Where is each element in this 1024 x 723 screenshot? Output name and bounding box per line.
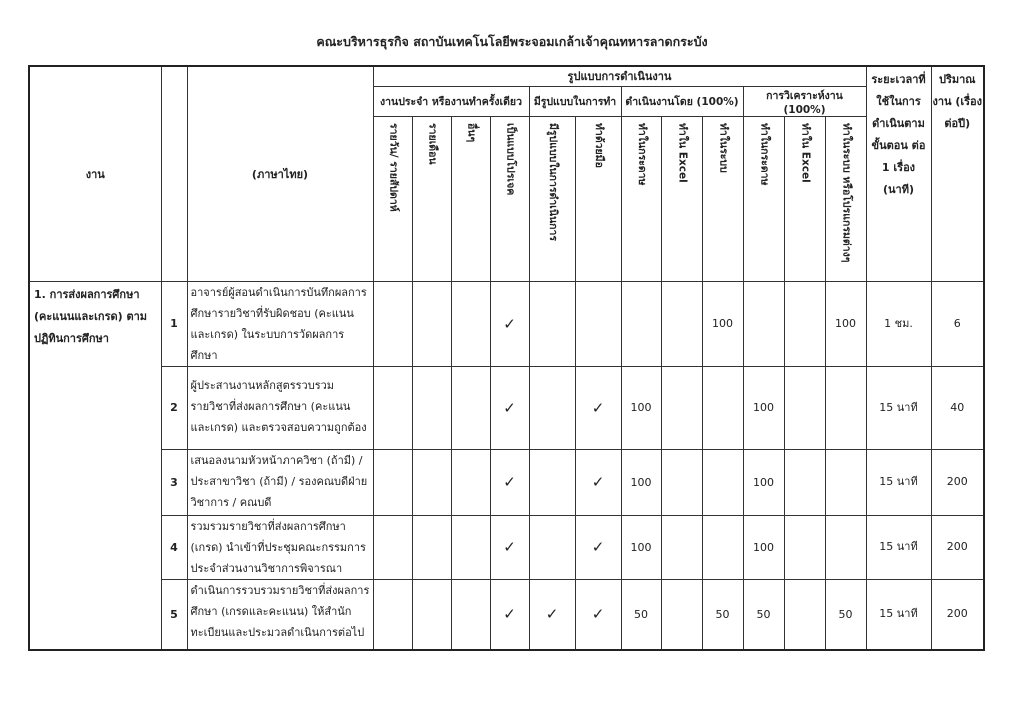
sub-header: ทำด้วยมือ <box>575 116 621 281</box>
volume-cell: 200 <box>931 515 984 579</box>
check-cell <box>529 515 575 579</box>
check-cell: ✓ <box>575 366 621 449</box>
header-volume: ปริมาณงาน (เรื่องต่อปี) <box>931 66 984 281</box>
sub-header: รายเดือน <box>412 116 451 281</box>
percent-cell: 100 <box>702 281 743 366</box>
sub-header: ทำใน Excel <box>784 116 825 281</box>
volume-cell: 40 <box>931 366 984 449</box>
group-pattern: มีรูปแบบในการทำ <box>529 86 621 116</box>
percent-cell <box>661 366 702 449</box>
percent-cell <box>825 366 866 449</box>
percent-cell <box>784 579 825 650</box>
time-cell: 1 ชม. <box>866 281 931 366</box>
percent-cell <box>661 515 702 579</box>
group-routine: งานประจำ หรืองานทำครั้งเดียว <box>373 86 529 116</box>
percent-cell <box>702 449 743 515</box>
percent-cell <box>825 449 866 515</box>
cell <box>412 281 451 366</box>
volume-cell: 200 <box>931 579 984 650</box>
cell <box>412 449 451 515</box>
check-cell: ✓ <box>575 579 621 650</box>
percent-cell: 50 <box>825 579 866 650</box>
table-row <box>29 449 984 515</box>
check-cell: ✓ <box>490 579 529 650</box>
row-number: 3 <box>161 449 187 515</box>
time-cell: 15 นาที <box>866 579 931 650</box>
check-cell: ✓ <box>490 449 529 515</box>
check-cell: ✓ <box>490 281 529 366</box>
percent-cell <box>784 515 825 579</box>
check-cell <box>529 449 575 515</box>
percent-cell <box>784 449 825 515</box>
sub-header: ทำในระบบ <box>702 116 743 281</box>
time-cell: 15 นาที <box>866 449 931 515</box>
percent-cell: 100 <box>743 449 784 515</box>
header-thai: (ภาษาไทย) <box>187 66 373 281</box>
row-number: 5 <box>161 579 187 650</box>
row-description: อาจารย์ผู้สอนดำเนินการบันทึกผลการศึกษารายวิชาที่รับผิดชอบ (คะแนนและเกรด) ในระบบการวัดผลการศึกษา <box>187 281 373 366</box>
percent-cell <box>661 281 702 366</box>
cell <box>373 281 412 366</box>
percent-cell: 50 <box>743 579 784 650</box>
cell <box>451 579 490 650</box>
time-cell: 15 นาที <box>866 515 931 579</box>
sub-header: มีรูปแบบในการดำเนินการ <box>529 116 575 281</box>
percent-cell <box>621 281 661 366</box>
cell <box>373 449 412 515</box>
row-number: 1 <box>161 281 187 366</box>
percent-cell <box>661 579 702 650</box>
group-operation: ดำเนินงานโดย (100%) <box>621 86 743 116</box>
table-row <box>29 281 984 366</box>
percent-cell: 50 <box>621 579 661 650</box>
sub-header: ทำในระบบ หรือโปรแกรมต่างๆ <box>825 116 866 281</box>
percent-cell: 100 <box>825 281 866 366</box>
check-cell: ✓ <box>529 579 575 650</box>
row-description: รวมรวมรายวิชาที่ส่งผลการศึกษา (เกรด) นำเข้าที่ประชุมคณะกรรมการประจำส่วนงานวิชาการพิจารณา <box>187 515 373 579</box>
percent-cell <box>784 281 825 366</box>
cell <box>373 515 412 579</box>
check-cell: ✓ <box>490 366 529 449</box>
cell <box>373 366 412 449</box>
check-cell <box>529 366 575 449</box>
row-description: เสนอลงนามหัวหน้าภาควิชา (ถ้ามี) / ประสาขาวิชา (ถ้ามี) / รองคณบดีฝ่ายวิชาการ / คณบดี <box>187 449 373 515</box>
sub-header: ทำในกระดาษ <box>743 116 784 281</box>
table-row <box>29 515 984 579</box>
percent-cell: 100 <box>621 515 661 579</box>
percent-cell <box>661 449 702 515</box>
row-description: ผู้ประสานงานหลักสูตรรวบรวมรายวิชาที่ส่งผลการศึกษา (คะแนนและเกรด) และตรวจสอบความถูกต้อง <box>187 366 373 449</box>
cell <box>412 366 451 449</box>
percent-cell: 100 <box>621 449 661 515</box>
row-description: ดำเนินการรวบรวมรายวิชาที่ส่งผลการศึกษา (เกรดและคะแนน) ให้สำนักทะเบียนและประมวลดำเนินการต่อไป <box>187 579 373 650</box>
header-work: งาน <box>29 66 161 281</box>
percent-cell: 50 <box>702 579 743 650</box>
header-format: รูปแบบการดำเนินงาน <box>373 66 866 86</box>
table-row <box>29 579 984 650</box>
percent-cell: 100 <box>743 366 784 449</box>
check-cell <box>529 281 575 366</box>
cell <box>412 515 451 579</box>
row-number: 4 <box>161 515 187 579</box>
percent-cell <box>743 281 784 366</box>
sub-header: รายวัน/ รายสัปดาห์ <box>373 116 412 281</box>
sub-header: อื่นๆ <box>451 116 490 281</box>
time-cell: 15 นาที <box>866 366 931 449</box>
sub-header: เป็นแบบโปรเจค <box>490 116 529 281</box>
task-name: 1. การส่งผลการศึกษา (คะแนนและเกรด) ตามปฏิทินการศึกษา <box>29 281 161 650</box>
page-title: คณะบริหารธุรกิจ สถาบันเทคโนโลยีพระจอมเกล้าเจ้าคุณทหารลาดกระบัง <box>316 34 708 49</box>
volume-cell: 6 <box>931 281 984 366</box>
volume-cell: 200 <box>931 449 984 515</box>
cell <box>412 579 451 650</box>
percent-cell: 100 <box>743 515 784 579</box>
percent-cell: 100 <box>621 366 661 449</box>
check-cell: ✓ <box>490 515 529 579</box>
row-number: 2 <box>161 366 187 449</box>
percent-cell <box>784 366 825 449</box>
percent-cell <box>702 366 743 449</box>
sub-header: ทำใน Excel <box>661 116 702 281</box>
check-cell <box>575 281 621 366</box>
group-analysis: การวิเคราะห์งาน (100%) <box>743 86 866 116</box>
header-num <box>161 66 187 281</box>
check-cell: ✓ <box>575 449 621 515</box>
work-table <box>28 65 985 651</box>
cell <box>451 515 490 579</box>
percent-cell <box>825 515 866 579</box>
check-cell: ✓ <box>575 515 621 579</box>
sub-header: ทำในกระดาษ <box>621 116 661 281</box>
cell <box>451 366 490 449</box>
percent-cell <box>702 515 743 579</box>
cell <box>451 281 490 366</box>
table-row <box>29 366 984 449</box>
cell <box>451 449 490 515</box>
cell <box>373 579 412 650</box>
header-time: ระยะเวลาที่ใช้ในการดำเนินตามขั้นตอน ต่อ 1 เรื่อง (นาที) <box>866 66 931 281</box>
